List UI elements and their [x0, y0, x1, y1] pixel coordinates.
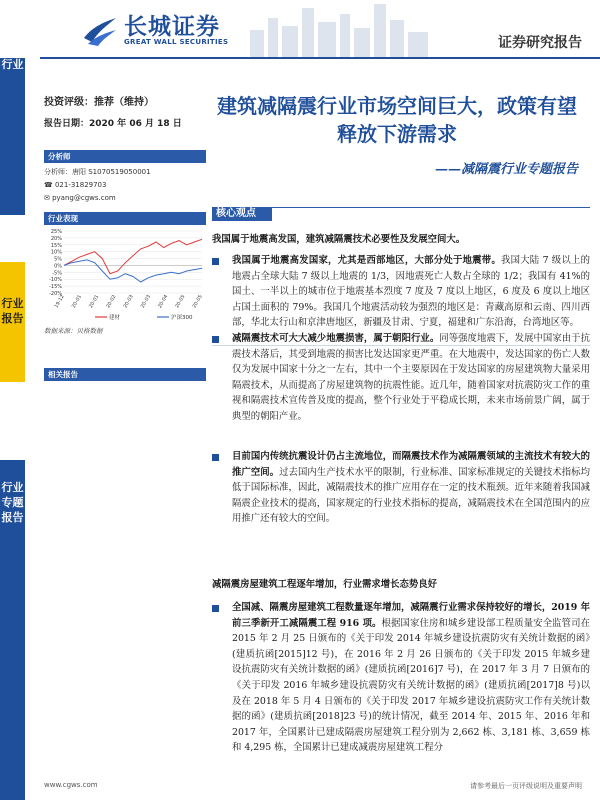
paragraph-3-text: 过去国内生产技术水平的限制，行业标准、国家标准规定的关键技术指标均低于国际标准，因此，减隔震技术的推广应用存在一定的技术瓶颈。近年来随着我国减隔震企业技术的提高，国家规定的行业技术指标的提高，减隔震技术在全国范围内的应用推广还有较大的空间。 — [232, 466, 590, 525]
bullet-icon — [212, 454, 219, 461]
footer-website[interactable]: www.cgws.com — [44, 781, 98, 789]
x-tick-label: 20-02 — [106, 294, 118, 310]
industry-performance-chart — [40, 225, 208, 323]
analyst-phone-row — [44, 181, 106, 189]
skyline-decoration — [240, 0, 440, 58]
paragraph-3-lead: 目前国内传统抗震设计仍占主流地位，而隔震技术作为减隔震领域的主流技术有较大的推广空间。 — [232, 451, 590, 478]
analyst-phone: 021-31829703 — [54, 181, 107, 189]
analyst-section-bar: 分析师 — [44, 150, 206, 163]
lead-statement: 我国属于地震高发国，建筑减隔震技术必要性及发展空间大。 — [212, 234, 466, 245]
y-tick-label: 20% — [50, 235, 62, 242]
x-tick-label: 20-05 — [192, 294, 204, 310]
report-type-label: 证券研究报告 — [498, 35, 582, 51]
chart-section-bar: 行业表现 — [44, 212, 206, 225]
y-tick-label: -15% — [49, 284, 62, 291]
chart-source: 数据来源：贝格数据 — [44, 327, 103, 335]
strip-label-industry: 行业 — [1, 58, 24, 71]
logo-mark-icon — [80, 8, 120, 48]
related-reports-bar: 相关报告 — [44, 368, 206, 381]
y-tick-label: -10% — [49, 277, 62, 284]
y-tick-label: 0% — [54, 263, 62, 270]
section-subheading: 减隔震房屋建筑工程逐年增加，行业需求增长态势良好 — [212, 579, 438, 590]
x-tick-label: 20-01 — [71, 294, 83, 310]
strip-label-topic: 行业专题报告 — [1, 481, 24, 524]
email-icon: ✉ — [44, 194, 53, 202]
company-logo — [80, 4, 230, 50]
logo-english-name: GREAT WALL SECURITIES — [124, 38, 229, 46]
y-tick-label: 25% — [50, 229, 62, 235]
paragraph-1-text: 我国大陆 7 级以上的地震占全球大陆 7 级以上地震的 1/3，因地震死亡人数占全球的 1/2；我国有 41%的国土、一半以上的城市位于地震基本烈度 7 度及 7 度以上地区，6 度及 6 度以上地区占国土面积的 79%。我国几个地震活动较为强烈的地区是：青藏高原和云南、四川西部，华北太行山和京津唐地区，新疆及甘肃、宁夏，福建和广东沿海，台湾地区等。 — [232, 255, 590, 329]
paragraph-2-text: 同等强度地震下，发展中国家由于抗震技术落后，其受到地震的损害比发达国家更严重。在大地震中，发达国家的伤亡人数仅为发展中国家十分之一左右，其中一个主要原因在于发达国家的房屋建筑物大量采用隔震技术，从而提高了房屋建筑物的抗震性能。近几年，随着国家对抗震防灾工作的重视和隔震技术宣传普及度的提高，整个行业处于平稳成长期，未来市场前景广阔，属于典型的朝阳产业。 — [232, 333, 590, 422]
paragraph-2 — [232, 331, 590, 425]
paragraph-4-lead: 全国减、隔震房屋建筑工程数量逐年增加，减隔震行业需求保持较好的增长，2019 年前三季新开工减隔震工程 916 项。 — [232, 602, 590, 629]
report-date: 报告日期：2020 年 06 月 18 日 — [44, 119, 182, 129]
analyst-email-row — [44, 194, 116, 202]
side-strip — [0, 0, 25, 800]
x-tick-label: 20-03 — [123, 294, 135, 310]
header-divider — [40, 57, 600, 59]
bullet-icon — [212, 336, 219, 343]
series-line-csi300 — [64, 260, 202, 282]
rating: 投资评级：推荐（维持） — [44, 97, 154, 108]
y-tick-label: 10% — [50, 249, 62, 256]
x-tick-label: 19-12 — [54, 294, 66, 310]
series-line-building-materials — [64, 239, 202, 273]
logo-chinese-name: 长城证券 — [124, 14, 220, 40]
y-tick-label: 5% — [54, 256, 62, 263]
legend-label: 建材 — [109, 315, 121, 321]
paragraph-1 — [232, 253, 590, 331]
analyst-email[interactable]: pyang@cgws.com — [52, 194, 116, 202]
x-tick-label: 20-03 — [140, 294, 152, 310]
report-subtitle: ——减隔震行业专题报告 — [434, 162, 578, 177]
paragraph-3 — [232, 449, 590, 527]
paragraph-1-lead: 我国属于地震高发国家，尤其是西部地区，大部分处于地震带。 — [232, 255, 501, 266]
strip-label-report: 行业报告 — [1, 297, 24, 325]
footer-disclaimer: 请参考最后一页评级说明及重要声明 — [470, 782, 582, 790]
x-tick-label: 20-04 — [157, 294, 170, 310]
bullet-icon — [212, 605, 219, 612]
page-header — [0, 0, 600, 58]
x-tick-label: 20-01 — [88, 294, 101, 310]
analyst-line: 分析师：唐阳 S1070519050001 — [44, 168, 151, 176]
core-views-tag: 核心观点 — [212, 207, 272, 221]
y-tick-label: -5% — [52, 270, 62, 277]
legend-label: 沪深300 — [171, 315, 193, 321]
paragraph-2-lead: 减隔震技术可大大减少地震损害，属于朝阳行业。 — [232, 333, 440, 344]
paragraph-4-text: 根据国家住房和城乡建设部工程质量安全监管司在 2015 年 2 月 25 日颁布的《关于印发 2014 年城乡建设抗震防灾有关统计数据的函》(建质抗函[2015]12 号)，在 2016 年 2 月 26 日颁布的《关于印发 2015 年城乡建设抗震防灾有关统计数据的函》(建质抗函[2016]7 号)，在 2017 年 3 月 7 日颁布的《关于印发 2016 年城乡建设抗震防灾有关统计数据的函》(建质抗函[2017]8 号)以及在 2018 年 5 月 4 日颁布的《关于印发 2017 年城乡建设抗震防灾工作有关统计数据的函》(建质抗函[2018]23 号)的统计情况，截至 2014 年、2015 年、2016 年和 2017 年，全国累计已建成隔震房屋建筑工程分别为 2,662 栋、3,181 栋、3,659 栋和 4,295 栋，全国累计已建成减震房屋建筑工程分 — [232, 617, 590, 754]
y-tick-label: -20% — [49, 291, 62, 297]
y-tick-label: 15% — [50, 242, 62, 249]
phone-icon: ☎ — [44, 181, 55, 189]
x-tick-label: 20-05 — [175, 294, 187, 310]
paragraph-4 — [232, 600, 590, 756]
bullet-icon — [212, 258, 219, 265]
report-title: 建筑减隔震行业市场空间巨大，政策有望释放下游需求 — [217, 94, 577, 146]
